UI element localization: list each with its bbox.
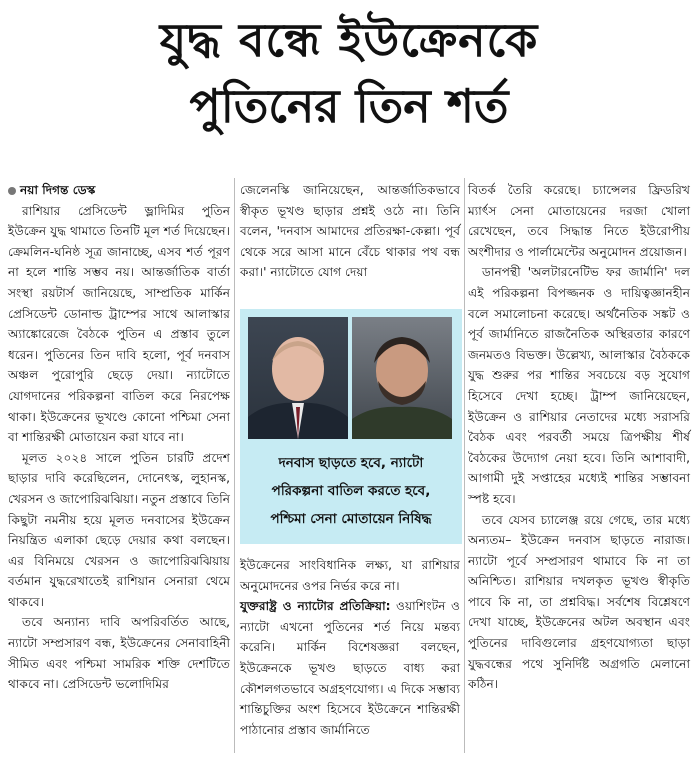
column-divider — [234, 178, 235, 753]
article-column-3 — [468, 180, 690, 695]
headline — [0, 8, 698, 138]
paragraph: ইউক্রেনের সাংবিধানিক লক্ষ্য, যা রাশিয়ার অনুমোদনের ওপর নির্ভর করে না। — [240, 558, 460, 593]
bullet-icon — [8, 187, 16, 195]
paragraph: তবে অন্যান্য দাবি অপরিবর্তিত আছে, ন্যাটো সম্প্রসারণ বন্ধ, ইউক্রেনের সেনাবাহিনী সীমিত এবং পশ্চিমা সামরিক শক্তি দেশটিতে থাকবে না। প্রেসিডেন্ট ভলোদিমির — [8, 615, 230, 692]
subheading: যুক্তরাষ্ট্র ও ন্যাটোর প্রতিক্রিয়া: — [240, 599, 391, 614]
column-divider — [464, 178, 465, 753]
paragraph: ডানপন্থী 'অলটারনেটিভ ফর জার্মানি' দল এই পরিকল্পনা বিপজ্জনক ও দায়িত্বজ্ঞানহীন বলে সমালোচনা করেছে। অর্থনৈতিক সঙ্কট ও পূর্ব জার্মানিতে রাজনৈতিক অস্থিরতার কারণে জনমতও বিভক্ত। উল্লেখ্য, আলাস্কার বৈঠককে যুদ্ধ শুরুর পর শান্তির সবচেয়ে বড় সুযোগ হিসেবে দেখা হচ্ছে। ট্রাম্প জানিয়েছেন, ইউক্রেন ও রাশিয়ার নেতাদের মধ্যে সরাসরি বৈঠক এবং পরবর্তী সময়ে ত্রিপক্ষীয় শীর্ষ বৈঠকের উদ্যোগ নেয়া হবে। তিনি আশাবাদী, আগামী দুই সপ্তাহের মধ্যেই শান্তির সম্ভাবনা স্পষ্ট হবে। — [468, 265, 690, 506]
headline-line-2: পুতিনের তিন শর্ত — [189, 79, 509, 133]
paragraph: বিতর্ক তৈরি করেছে। চ্যান্সেলর ফ্রিডরিখ ম্যার্ৎস সেনা মোতায়েনের দরজা খোলা রেখেছেন, তবে সিদ্ধান্ত নিতে ইউরোপীয় অংশীদার ও পার্লামেন্টের অনুমোদন প্রয়োজন। — [468, 183, 690, 259]
paragraph: ওয়াশিংটন ও ন্যাটো এখনো পুতিনের শর্ত নিয়ে মন্তব্য করেনি। মার্কিন বিশেষজ্ঞরা বলছেন, ইউক্রেনকে ভূখণ্ড ছাড়তে বাধ্য করা কৌশলগতভাবে অগ্রহণযোগ্য। এ দিকে সম্ভাব্য শান্তিচুক্তির অংশ হিসেবে ইউক্রেনে শান্তিরক্ষী পাঠানোর প্রস্তাব জার্মানিতে — [240, 599, 460, 737]
portrait-icon — [248, 317, 348, 439]
paragraph: মূলত ২০২৪ সালে পুতিন চারটি প্রদেশ ছাড়ার দাবি করেছিলেন, দোনেৎস্ক, লুহানস্ক, খেরসন ও জাপোরিঝঝিয়া। নতুন প্রস্তাবে তিনি কিছুটা নমনীয় হয়ে মূলত দনবাসের ইউক্রেন নিয়ন্ত্রিত এলাকা ছেড়ে দেয়ার কথা বলছেন। এর বিনিময়ে খেরসন ও জাপোরিঝঝিয়ায় বর্তমান যুদ্ধরেখাতেই রাশিয়ান সেনারা থেমে থাকবে। — [8, 450, 230, 609]
paragraph: জেলেনস্কি জানিয়েছেন, আন্তর্জাতিকভাবে স্বীকৃত ভূখণ্ড ছাড়ার প্রশ্নই ওঠে না। তিনি বলেন, 'দনবাস আমাদের প্রতিরক্ষা-কেল্লা। পূর্ব থেকে সরে আসা মানে বেঁচে থাকার পথ বন্ধ করা।' ন্যাটোতে যোগ দেয়া — [240, 183, 460, 280]
paragraph: তবে যেসব চ্যালেঞ্জ রয়ে গেছে, তার মধ্যে অন্যতম– ইউক্রেন দনবাস ছাড়তে নারাজ। ন্যাটো পূর্বে সম্প্রসারণ থামাবে কি না তা অনিশ্চিত। রাশিয়ার দখলকৃত ভূখণ্ড স্বীকৃতি পাবে কি না, তা প্রশ্নবিদ্ধ। সর্বশেষ বিশ্লেষণে দেখা যাচ্ছে, ইউক্রেনের অটল অবস্থান এবং পুতিনের দাবিগুলোর গ্রহণযোগ্যতা ছাড়া যুদ্ধবন্ধের পথে সুনির্দিষ্ট অগ্রগতি মেলানো কঠিন। — [468, 512, 690, 692]
article-column-1 — [8, 180, 230, 695]
photo-caption-box — [240, 309, 462, 544]
putin-photo — [248, 317, 348, 439]
zelensky-photo — [352, 317, 452, 439]
portrait-icon — [352, 317, 452, 439]
byline: নয়া দিগন্ত ডেস্ক — [8, 180, 230, 201]
photo-caption: দনবাস ছাড়তে হবে, ন্যাটো পরিকল্পনা বাতিল করতে হবে, পশ্চিমা সেনা মোতায়েন নিষিদ্ধ — [270, 455, 432, 527]
article-column-2 — [240, 180, 460, 283]
paragraph: রাশিয়ার প্রেসিডেন্ট ভ্লাদিমির পুতিন ইউক্রেন যুদ্ধ থামাতে তিনটি মূল শর্ত দিয়েছেন। ক্রেমলিন-ঘনিষ্ঠ সূত্র জানাচ্ছে, এসব শর্ত পূরণ না হলে শান্তি সম্ভব নয়। আন্তর্জাতিক বার্তা সংস্থা রয়টার্স জানিয়েছে, সাম্প্রতিক মার্কিন প্রেসিডেন্ট ডোনাল্ড ট্রাম্পের সাথে আলাস্কার অ্যাঙ্কোরেজে বৈঠকে পুতিন এ প্রস্তাব তুলে ধরেন। পুতিনের তিন দাবি হলো, পূর্ব দনবাস অঞ্চল পুরোপুরি ছেড়ে দেয়া। ন্যাটোতে যোগদানের পরিকল্পনা বাতিল করে নিরপেক্ষ থাকা। ইউক্রেনের ভূখণ্ডে কোনো পশ্চিমা সেনা বা শান্তিরক্ষী মোতায়েন করা যাবে না। — [8, 203, 230, 445]
headline-line-1: যুদ্ধ বন্ধে ইউক্রেনকে — [159, 13, 539, 67]
article-column-2-lower — [240, 555, 460, 740]
